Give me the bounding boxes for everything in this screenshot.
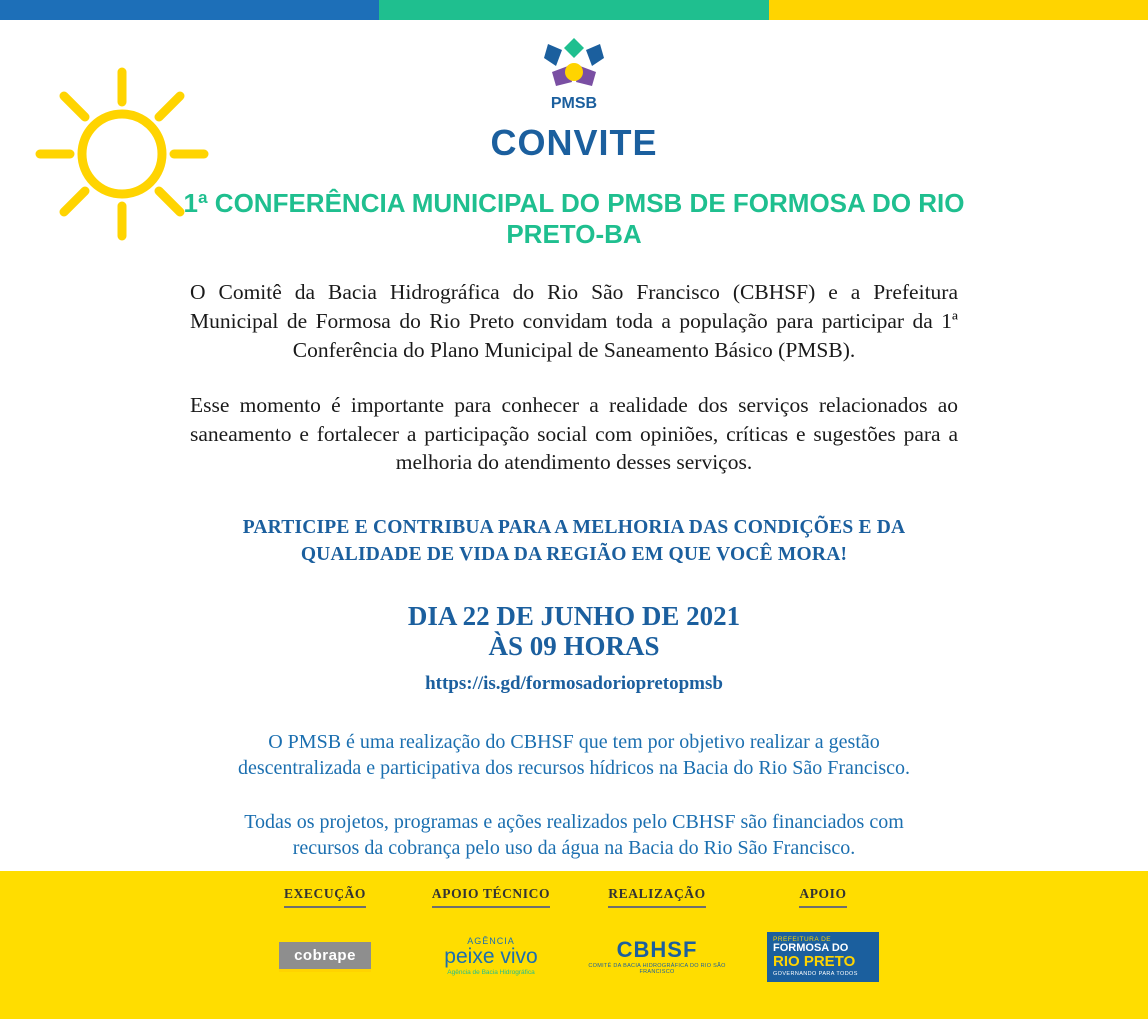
topbar-segment-yellow (769, 0, 1148, 20)
peixe-vivo-logo (421, 924, 561, 990)
sponsor-realizacao (587, 885, 727, 990)
cobrape-logo (255, 924, 395, 990)
prefeitura-slogan: GOVERNANDO PARA TODOS (773, 970, 858, 977)
cbhsf-logo-sub: COMITÊ DA BACIA HIDROGRÁFICA DO RIO SÃO FRANCISCO (588, 963, 726, 976)
note-pmsb-objective: O PMSB é uma realização do CBHSF que tem por objetivo realizar a gestão descentralizada e participativa dos recursos hídricos na Bacia do Rio São Francisco. (238, 731, 910, 780)
prefeitura-line1: FORMOSA DO (773, 942, 849, 955)
prefeitura-prefix: PREFEITURA DE (773, 935, 832, 943)
topbar-segment-blue (0, 0, 379, 20)
sponsor-category-label: REALIZAÇÃO (608, 886, 706, 908)
sponsor-category-label: EXECUÇÃO (284, 886, 366, 908)
prefeitura-formosa-do-rio-preto-logo (753, 924, 893, 990)
sponsor-execucao (255, 885, 395, 990)
topbar-segment-green (379, 0, 769, 20)
cbhsf-logo-text: CBHSF (616, 937, 698, 963)
sponsor-list (0, 871, 1148, 990)
content-body (0, 278, 1148, 861)
pmsb-logo-text: PMSB (550, 95, 598, 112)
cobrape-logo-text: cobrape (279, 942, 371, 972)
logo-container (0, 20, 1148, 112)
top-color-bar (0, 0, 1148, 20)
paragraph-intro: O Comitê da Bacia Hidrográfica do Rio São Francisco (CBHSF) e a Prefeitura Municipal de Formosa do Rio Preto convidam toda a população para participar da 1ª Conferência do Plano Municipal de Saneamento Básico (PMSB). (190, 280, 958, 363)
event-date: DIA 22 DE JUNHO DE 2021 (407, 600, 741, 631)
peixe-vivo-line1: AGÊNCIA (467, 936, 515, 947)
page-subtitle: 1ª CONFERÊNCIA MUNICIPAL DO PMSB DE FORMOSA DO RIO PRETO-BA (183, 188, 965, 250)
peixe-vivo-line3: Agência de Bacia Hidrográfica (447, 969, 535, 977)
pmsb-logo-icon (538, 32, 610, 112)
event-link[interactable]: https://is.gd/formosadoriopretopmsb (425, 673, 723, 695)
cbhsf-logo (587, 924, 727, 990)
page-title: CONVITE (490, 122, 658, 163)
event-time: ÀS 09 HORAS (488, 630, 660, 661)
sponsor-category-label: APOIO TÉCNICO (432, 886, 550, 908)
note-funding: Todas os projetos, programas e ações realizados pelo CBHSF são financiados com recursos da cobrança pelo uso da água na Bacia do Rio São Francisco. (244, 811, 904, 860)
footer (0, 871, 1148, 1019)
call-to-action-text: PARTICIPE E CONTRIBUA PARA A MELHORIA DAS CONDIÇÕES E DA QUALIDADE DE VIDA DA REGIÃO EM QUE VOCÊ MORA! (242, 517, 906, 565)
sponsor-category-label: APOIO (799, 886, 846, 908)
prefeitura-line2: RIO PRETO (773, 953, 856, 971)
sponsor-apoio-tecnico (421, 885, 561, 990)
sponsor-apoio (753, 885, 893, 990)
event-datetime (190, 602, 958, 661)
peixe-vivo-line2: peixe vivo (444, 945, 538, 969)
paragraph-importance: Esse momento é importante para conhecer a realidade dos serviços relacionados ao saneamento e fortalecer a participação social com opiniões, críticas e sugestões para a melhoria do atendimento desses serviços. (190, 392, 958, 475)
